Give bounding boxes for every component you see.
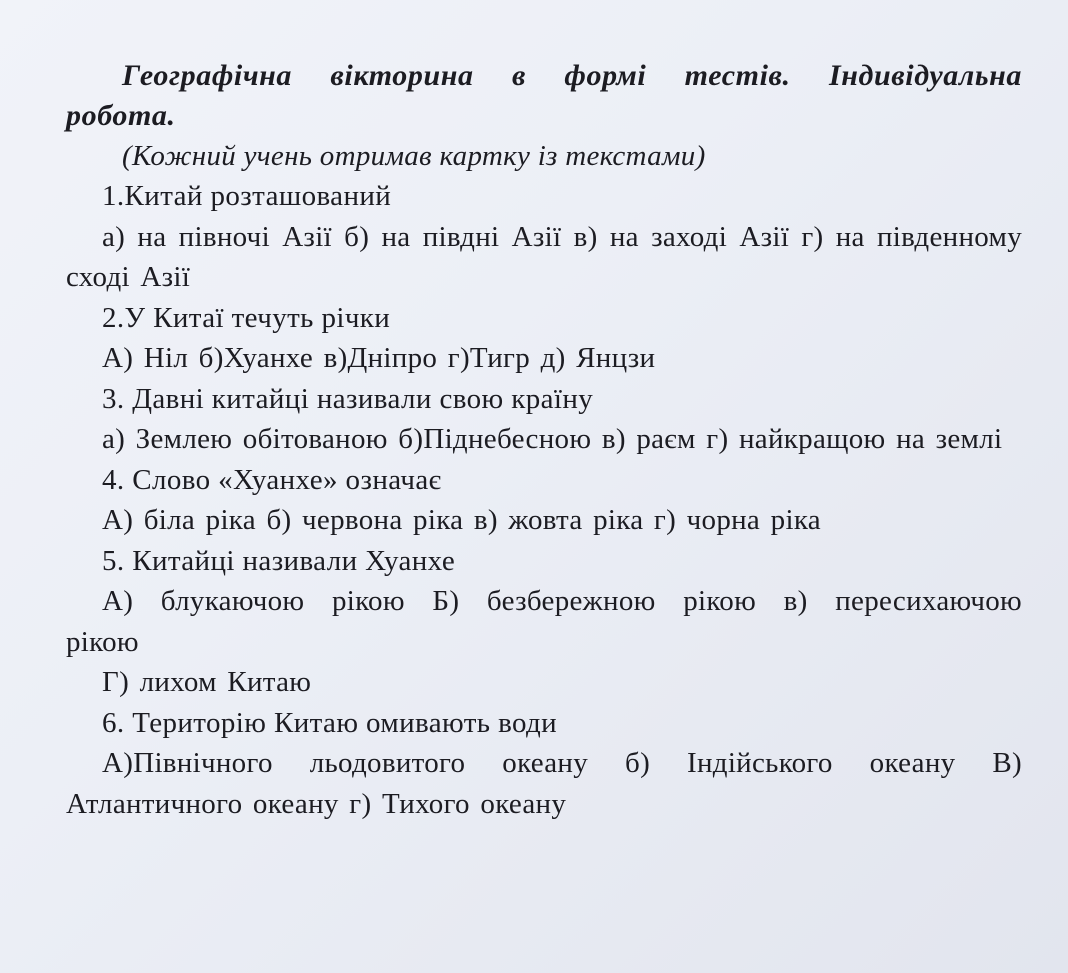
answers-6: А)Північного льодовитого океану б) Індійського океану В) Атлантичного океану г) Тихого океану [66,747,1022,820]
question-3: 3. Давні китайці називали свою країну [102,382,594,415]
page-title: Географічна вікторина в формі тестів. Індивідуальна робота. [66,59,1022,132]
answers-3: а) Землею обітованою б)Піднебесною в) раєм г) найкращою на землі [102,423,1003,455]
answers-2: А) Ніл б)Хуанхе в)Дніпро г)Тигр д) Янцзи [102,342,656,374]
answers-4: А) біла ріка б) червона ріка в) жовта ріка г) чорна ріка [102,504,821,536]
quiz-sheet [66,56,1022,824]
answers-5-extra: Г) лихом Китаю [102,666,312,698]
answers-1: а) на півночі Азії б) на півдні Азії в) на заході Азії г) на південному сході Азії [66,220,1022,293]
question-2: 2.У Китаї течуть річки [102,301,391,334]
question-6: 6. Територію Китаю омивають води [102,706,558,739]
question-5: 5. Китайці називали Хуанхе [102,544,456,577]
question-1: 1.Китай розташований [102,180,392,212]
answers-5: А) блукаючою рікою Б) безбережною рікою в) пересихаючою рікою [66,585,1022,658]
question-4: 4. Слово «Хуанхе» означає [102,463,442,496]
page-subtitle: (Кожний учень отримав картку із текстами) [122,140,706,172]
